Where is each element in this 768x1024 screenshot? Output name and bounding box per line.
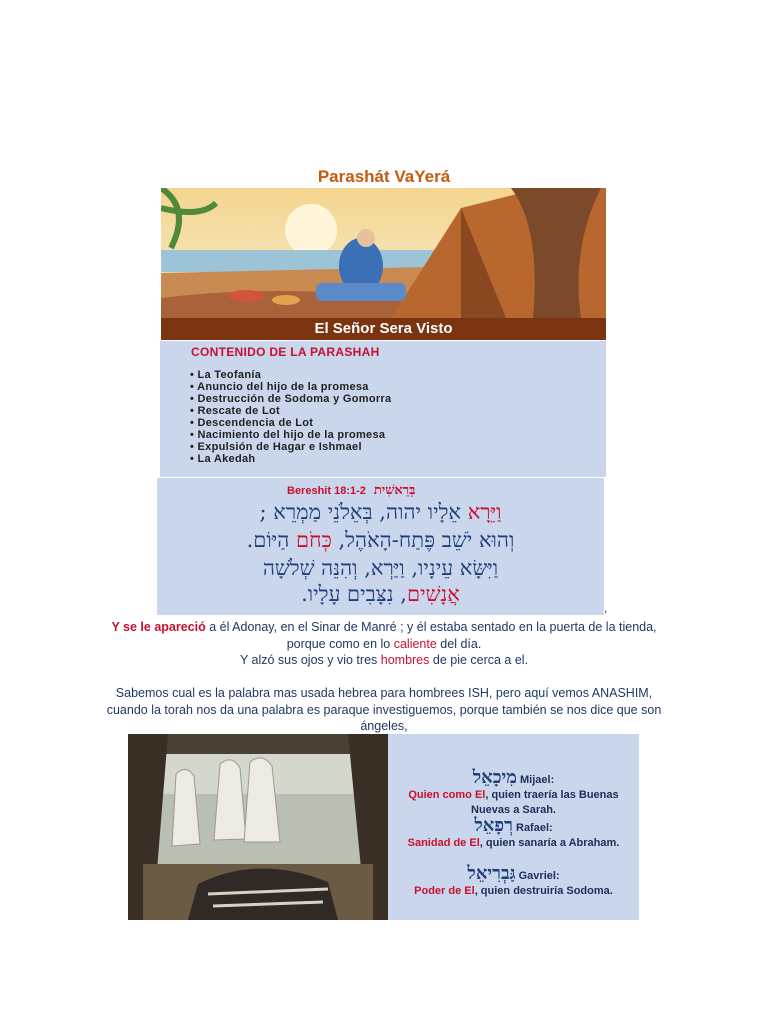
angel-meaning: Sanidad de El <box>407 837 480 849</box>
hebrew-text: הַיּוֹם. <box>246 528 297 552</box>
hebrew-highlight: אֲנָשִׁים <box>406 582 460 606</box>
verse-highlight: Y se le apareció <box>111 620 206 634</box>
verse-reference-latin: Bereshit 18:1-2 <box>287 485 366 497</box>
list-item: • La Teofanía <box>190 369 391 381</box>
hebrew-line-4 <box>157 582 604 607</box>
hebrew-highlight: וַיֵּרָא <box>467 500 502 524</box>
contents-list <box>190 369 391 465</box>
angel-hebrew-name: רְפָאֵל <box>474 815 513 836</box>
verse-text: de pie cerca a el. <box>429 653 529 667</box>
angel-hebrew-name: מִיכָאֵל <box>472 767 517 788</box>
list-item: • La Akedah <box>190 453 391 465</box>
angel-entry-mijael <box>388 767 639 818</box>
list-item: • Descendencia de Lot <box>190 417 391 429</box>
list-item: • Anuncio del hijo de la promesa <box>190 381 391 393</box>
angel-entry-gavriel <box>388 863 639 899</box>
verse-reference-hebrew: בְּרֵאשִׁית <box>373 483 416 498</box>
verse-highlight: hombres <box>380 653 430 667</box>
angel-description: , quien destruiría Sodoma. <box>474 885 613 897</box>
hebrew-verse-panel <box>157 478 604 615</box>
verse-highlight: caliente <box>393 636 437 651</box>
hebrew-highlight: כְּחֹם <box>296 528 332 552</box>
hebrew-text: וְהוּא יֹשֵׁב פֶּתַח-הָאֹהֶל, <box>331 528 515 552</box>
painting-caption: El Señor Sera Visto <box>161 318 606 340</box>
angel-entry-rafael <box>388 815 639 851</box>
verse-reference <box>287 482 415 498</box>
hebrew-text: , נִצָּבִים עָלָיו. <box>301 582 407 606</box>
list-item: • Rescate de Lot <box>190 405 391 417</box>
verse-translation-1 <box>100 619 668 652</box>
hebrew-line-3: וַיִּשָּׂא עֵינָיו, וַיַּרְא, וְהִנֵּה שְׁלֹשָׁה <box>262 556 499 580</box>
list-item: • Nacimiento del hijo de la promesa <box>190 429 391 441</box>
angel-name: Mijael: <box>520 774 555 786</box>
hebrew-line-1 <box>157 500 604 525</box>
angel-meaning: Quien como El <box>408 789 486 801</box>
commentary-paragraph: Sabemos cual es la palabra mas usada hebrea para hombrees ISH, pero aquí vemos ANASHIM, cuando la torah nos da una palabra es paraque investiguemos, porque también se nos dice que son ángeles, <box>106 686 662 733</box>
list-item: • Expulsión de Hagar e Ishmael <box>190 441 391 453</box>
angel-name: Rafael: <box>516 822 553 834</box>
list-item: • Destrucción de Sodoma y Gomorra <box>190 393 391 405</box>
contents-heading: CONTENIDO DE LA PARASHAH <box>191 345 380 359</box>
verse-text: del día. <box>436 636 482 651</box>
verse-translation-2 <box>100 652 668 669</box>
angel-hebrew-name: גַּבְרִיאֵל <box>467 863 516 884</box>
tent-visitors-illustration <box>128 734 388 920</box>
hebrew-line-2 <box>157 528 604 553</box>
angel-description: , quien traería las Buenas Nuevas a Sarah. <box>471 789 619 816</box>
stray-comma: , <box>604 601 608 615</box>
parashah-contents-panel <box>160 341 606 477</box>
abraham-tent-painting <box>161 188 606 340</box>
angel-meaning: Poder de El <box>414 885 475 897</box>
hebrew-text: אֵלָיו יהוה, בְּאֵלֹנֵי מַמְרֵא ; <box>259 500 468 524</box>
verse-text: Y alzó sus ojos y vio tres <box>239 653 381 667</box>
three-visitors-image <box>128 734 388 920</box>
verse-text: a él Adonay, en el Sinar de Manré ; y él estaba sentado en la puerta de la tienda, porque como en lo <box>205 620 657 651</box>
page-title: Parashát VaYerá <box>317 167 451 186</box>
angel-description: , quien sanaría a Abraham. <box>479 837 620 849</box>
angels-names-panel <box>388 734 639 920</box>
angel-name: Gavriel: <box>518 870 560 882</box>
